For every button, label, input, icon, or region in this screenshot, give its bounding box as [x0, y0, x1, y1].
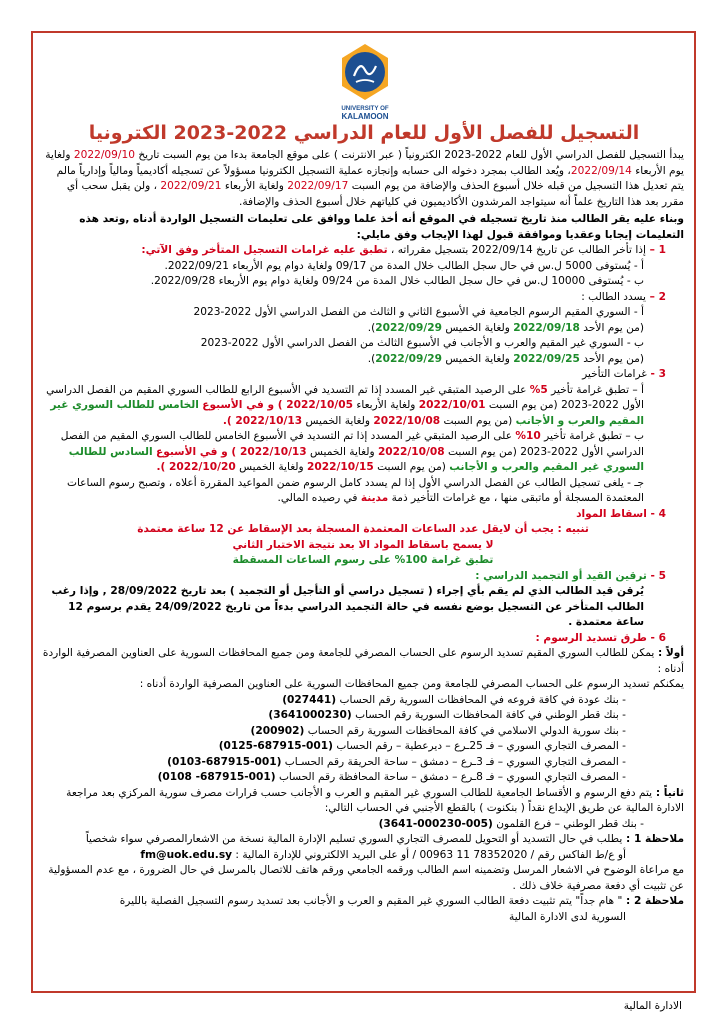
section-6-first	[42, 646, 684, 677]
intro-text: يبدأ التسجيل للفصل الدراسي الأول للعام 2022-2023 الكترونياً ( عبر الانترنت ) على موقع الجامعة بدءا من يوم السبت تاريخ	[138, 149, 684, 161]
section-5-text	[42, 584, 684, 631]
section-text: إذا تأخر الطالب عن تاريخ 2022/09/14 بتسجيل مقرراته ،	[387, 244, 646, 256]
text: ب – تطبق غرامة تأخير	[540, 430, 644, 442]
text: من الفصل الدراسي الأول 2022-2023 (من يوم السبت	[46, 383, 644, 411]
bank-item	[42, 739, 684, 755]
percent-text: 10%	[515, 430, 541, 442]
date-text: 2022/10/13	[239, 445, 307, 458]
section-6-qnb	[42, 817, 684, 833]
section-heading: غرامات التأخير	[582, 368, 647, 380]
section-3-item-b	[42, 429, 684, 476]
date-text: 2022/09/21	[160, 180, 222, 192]
date-text: 2022/10/15	[307, 461, 374, 473]
text: من الفصل الدراسي الأول 2022-2023 (من يوم السبت	[60, 430, 644, 458]
text: المصرفية الواردة أدناه :	[42, 647, 684, 675]
bank-list	[42, 693, 684, 786]
section-3-item-c	[42, 476, 684, 507]
section-number: 6 -	[646, 631, 666, 644]
account-number: (3641000230)	[268, 709, 352, 721]
section-4-warning: تنبيه : يجب أن لايقل عدد الساعات المعتمدة المسجلة بعد الإسقاط عن 12 ساعة معتمدة	[137, 523, 589, 535]
section-2-item-a: أ - السوري المقيم الرسوم الجامعية في الأسبوع الثاني و الثالث من الفصل الدراسي الأول 2022-2023	[193, 306, 644, 318]
university-logo	[330, 40, 400, 122]
intro-paragraph	[42, 148, 684, 210]
text: يتم تثبيت دفعة الطالب السوري غير المقيم و العرب و الأجانب بعد تسديد رسوم التسجيل الفصلية بالليرة	[119, 895, 573, 907]
text: (من يوم السبت	[440, 414, 516, 427]
text: مراجعة الادارة المالية عن طريق الإيداع نقداً ( بنكنوت ) بالقطع الأجنبي في الحساب التالي:	[66, 786, 684, 814]
section-6	[42, 631, 684, 647]
text: ).	[367, 321, 376, 334]
svg-text:UNIVERSITY OF: UNIVERSITY OF	[341, 105, 389, 112]
label: ملاحظة 2 :	[622, 895, 684, 907]
account-number: (3641-000230-005)	[378, 817, 493, 830]
label: ملاحظة 1 :	[622, 833, 684, 845]
text: ولغاية الخميس	[306, 445, 378, 458]
intro-text: ، ويُعد الطالب بمجرد دخوله الى حسابه وإنجازه عملية التسجيل الكترونيا مسؤولاً عن	[206, 164, 571, 177]
date-text: 2022/10/08	[373, 414, 441, 427]
signature: الادارة المالية	[623, 1000, 682, 1012]
section-heading: اسقاط المواد	[576, 507, 647, 520]
text: المسؤولية عن تثبيت أي دفعة مصرفية خلاف ذلك .	[48, 864, 684, 892]
text: ) و في الأسبوع	[155, 445, 240, 458]
bank-name: - المصرف التجاري السوري – فـ 3ـرع – دمشق – ساحة الحريقة رقم الحسـاب	[281, 755, 626, 768]
text: يتم دفع الرسوم و الأقساط الجامعية للطالب السوري غير المقيم و العرب و الأجانب حسب قرارات مصرف سورية المركزي بعد	[101, 786, 653, 799]
text: ) و في الأسبوع	[202, 399, 287, 411]
agreement-text: وبناء عليه يقر الطالب منذ تاريخ تسجيله في الموقع أنه أخذ علما ووافق على تعليمات التسجيل الواردة أدناه ,وتعد	[102, 213, 684, 225]
note-2	[42, 894, 684, 910]
university-emblem-icon	[330, 40, 400, 122]
text: أ – تطبق غرامة تأخير	[547, 383, 644, 396]
account-number: (200902)	[250, 724, 305, 737]
section-2-item-b-dates	[42, 352, 684, 368]
note-1-more	[42, 863, 684, 894]
text: الساعات المعتمدة المسجلة أو ماتبقى منها ، مع غرامات التأخير ذمة	[66, 476, 644, 504]
text: جـ - يلغى تسجيل الطالب عن الفصل الدراسي الأول إذا لم يسدد كامل الرسوم ضمن المواعيد المقررة أعلاه ، وتصبح رسوم	[108, 476, 644, 489]
text: يُرقن قيد الطالب الذي لم يقم بأي إجراء ( تسجيل دراسي أو التأجيل أو التجميد ) بعد تاريخ 28/09/2022 , وإذا	[79, 585, 644, 597]
text: ولغاية الخميس	[441, 321, 514, 334]
section-4-rule: لا يسمح باسقاط المواد الا بعد نتيجة الاختبار الثاني	[232, 538, 494, 551]
account-number: (0125-687915-001)	[218, 740, 333, 752]
section-1-item-a: أ - يُستوفى 5000 ل.س في حال سجل الطالب خلال المدة من 09/17 ولغاية دوام يوم الأربعاء 2022/09/21.	[164, 259, 644, 272]
note-1-contact	[42, 848, 684, 864]
note-1	[42, 832, 684, 848]
date-text: 2022/10/13	[235, 414, 303, 427]
bank-item	[42, 755, 684, 771]
note-2-more: السورية لدى الادارة المالية	[509, 910, 626, 923]
date-text: 2022/09/10	[73, 149, 135, 161]
section-3	[42, 367, 684, 383]
section-6-line3: يمكنكم تسديد الرسوم على الحساب المصرفي للجامعة ومن جميع المحافظات السورية على العناوين المصرفية الواردة أدناه :	[139, 678, 684, 690]
text: - بنك قطر الوطني – فرع القلمون	[492, 817, 644, 830]
bank-name: - المصرف التجاري السوري – فـ 25ـرع – ديرعطية – رقم الحساب	[333, 740, 626, 752]
text: " هام جداً"	[572, 895, 623, 907]
section-heading: يسدد الطالب :	[581, 290, 646, 303]
bank-name: - بنك قطر الوطني في كافة المحافظات السورية رقم الحساب	[351, 709, 626, 721]
text: (من يوم الأحد	[579, 321, 644, 334]
section-5	[42, 569, 684, 585]
bank-item	[42, 770, 684, 786]
intro-text: أسبوع الحذف والإضافة.	[238, 195, 343, 208]
section-4	[42, 507, 684, 523]
section-2-item-b: ب - السوري غير المقيم والعرب و الأجانب في الأسبوع الثالث من الفصل الدراسي الأول 2022-2023	[200, 337, 644, 349]
text: مدينة	[360, 492, 389, 504]
date-text: 2022/09/29	[375, 321, 442, 334]
text: على الرصيد المتبقي غير المسدد إذا تم التسديد في الأسبوع الخامس للطالب السوري المقيم	[109, 430, 516, 442]
text: برسوم 12 ساعة معتمدة .	[68, 600, 644, 628]
section-2-item-a-dates	[42, 321, 684, 337]
section-number: 3 -	[646, 368, 666, 380]
intro-text: ولغاية الأربعاء	[221, 180, 284, 192]
section-heading: طرق تسديد الرسوم :	[535, 631, 647, 644]
agreement-paragraph	[42, 212, 684, 243]
bank-name: - بنك سورية الدولي الاسلامي في كافة المحافظات السورية رقم الحساب	[304, 724, 626, 737]
date-text: 2022/10/01	[418, 399, 486, 411]
svg-text:KALAMOON: KALAMOON	[341, 112, 389, 121]
section-3-item-a	[42, 383, 684, 430]
text: أو ع/ط الفاكس رقم / 78352020 11 00963 / أو على البريد الالكتروني للإدارة المالية :	[232, 848, 626, 861]
date-text: 2022/09/14	[570, 164, 632, 177]
intro-text: تسجيله أكاديمياً ومالياً وإدارياً مالم يتم تعديل هذا التسجيل من قبله خلال أسبوع الحذف والإضافة من يوم السبت	[56, 164, 684, 192]
section-4-fee: تطبق غرامة 100% على رسوم الساعات المسقطة	[232, 554, 494, 566]
email-link[interactable]: fm@uok.edu.sy	[140, 848, 233, 861]
page-title: التسجيل للفصل الأول للعام الدراسي 2022-2023 الكترونيا	[88, 122, 640, 144]
section-highlight: تطبق عليه غرامات التسجيل المتأخر وفق الآتي:	[141, 244, 388, 256]
text: ).	[156, 461, 170, 473]
text: (من يوم السبت	[373, 461, 450, 473]
text: مع مراعاة الوضوح في الاشعار المرسل وتضمينه اسم الطالب ورقمه الجامعي ورقم هاتف للاتصال بالمرسل في حال الضرورة ، مع عدم	[96, 864, 684, 876]
section-number: 1 –	[645, 244, 666, 256]
text: ولغاية الأربعاء	[353, 399, 419, 411]
text: يطلب في حال التسديد أو التحويل للمصرف التجاري السوري تسليم الإدارة المالية نسخة من الاشعارالمصرفي سواء شخصياً	[85, 833, 623, 845]
section-1	[42, 243, 684, 259]
section-heading: ترقين القيد أو التجميد الدراسي :	[475, 569, 647, 582]
bank-item	[42, 724, 684, 740]
text: رغب الطالب المتأخر عن التسجيل بوضع نفسه في حالة التجميد الدراسي بدءاً من تاريخ 24/09/2022 يقدم	[51, 585, 644, 613]
date-text: 2022/10/08	[377, 445, 445, 458]
date-text: 2022/09/25	[513, 352, 580, 365]
text: يمكن للطالب السوري المقيم تسديد الرسوم على الحساب المصرفي للجامعة ومن جميع المحافظات السورية على العناوين	[120, 647, 655, 659]
section-number: 5 -	[646, 569, 666, 582]
date-text: 2022/09/18	[513, 321, 580, 334]
text: في رصيده المالي.	[277, 492, 361, 504]
account-number: (0103-687915-001)	[167, 755, 282, 768]
label: ثانياً :	[652, 786, 684, 799]
agreement-text: هذه التعليمات إيجابا وعقديا وموافقة قبول لهذا الإيجاب وفق مايلي:	[79, 213, 684, 241]
text: ولغاية الخميس	[441, 352, 514, 365]
label: أولاً :	[654, 647, 684, 659]
intro-text: ، ولن يقبل سحب أي مقرر بعد هذا التاريخ علماً أنه سيتواجد المرشدون الأكاديميون في كلياتهم خلال	[66, 180, 684, 208]
text: (من يوم الأحد	[579, 352, 644, 365]
section-1-item-b: ب - يُستوفى 10000 ل.س في حال سجل الطالب خلال المدة من 09/24 ولغاية دوام يوم الأربعاء 2022/09/28.	[150, 275, 644, 287]
account-number: (0108 -687915-001)	[157, 771, 276, 783]
date-text: 2022/09/29	[375, 352, 442, 365]
bank-name: - المصرف التجاري السوري – فـ 8ـرع – دمشق – ساحة المحافظة رقم الحساب	[275, 771, 626, 783]
date-text: 2022/10/05	[286, 399, 353, 411]
bank-item	[42, 708, 684, 724]
text: ).	[367, 352, 376, 365]
date-text: 2022/09/17	[287, 180, 349, 192]
section-2	[42, 290, 684, 306]
account-number: (027441)	[282, 693, 337, 706]
document-body	[42, 148, 684, 925]
section-number: 4 -	[646, 507, 666, 520]
percent-text: 5%	[529, 383, 548, 396]
text: ولغاية الخميس	[302, 414, 374, 427]
bank-item	[42, 693, 684, 709]
text: ولغاية الخميس	[235, 461, 308, 473]
bank-name: - بنك عودة في كافة فروعه في المحافظات السورية رقم الحساب	[336, 693, 626, 706]
intro-text: ولغاية يوم الأربعاء	[45, 149, 684, 177]
text: على الرصيد المتبقي غير المسدد إذا تم التسديد في الأسبوع الرابع للطالب السوري المقيم	[136, 383, 530, 396]
text: ).	[222, 414, 236, 427]
text: السادس للطالب السوري غير المقيم والعرب و الأجانب	[68, 445, 644, 473]
text: الخامس للطالب السوري غير المقيم والعرب و الأجانب	[50, 399, 644, 427]
section-number: 2 –	[645, 290, 666, 303]
section-6-second	[42, 786, 684, 817]
date-text: 2022/10/20	[169, 461, 236, 473]
